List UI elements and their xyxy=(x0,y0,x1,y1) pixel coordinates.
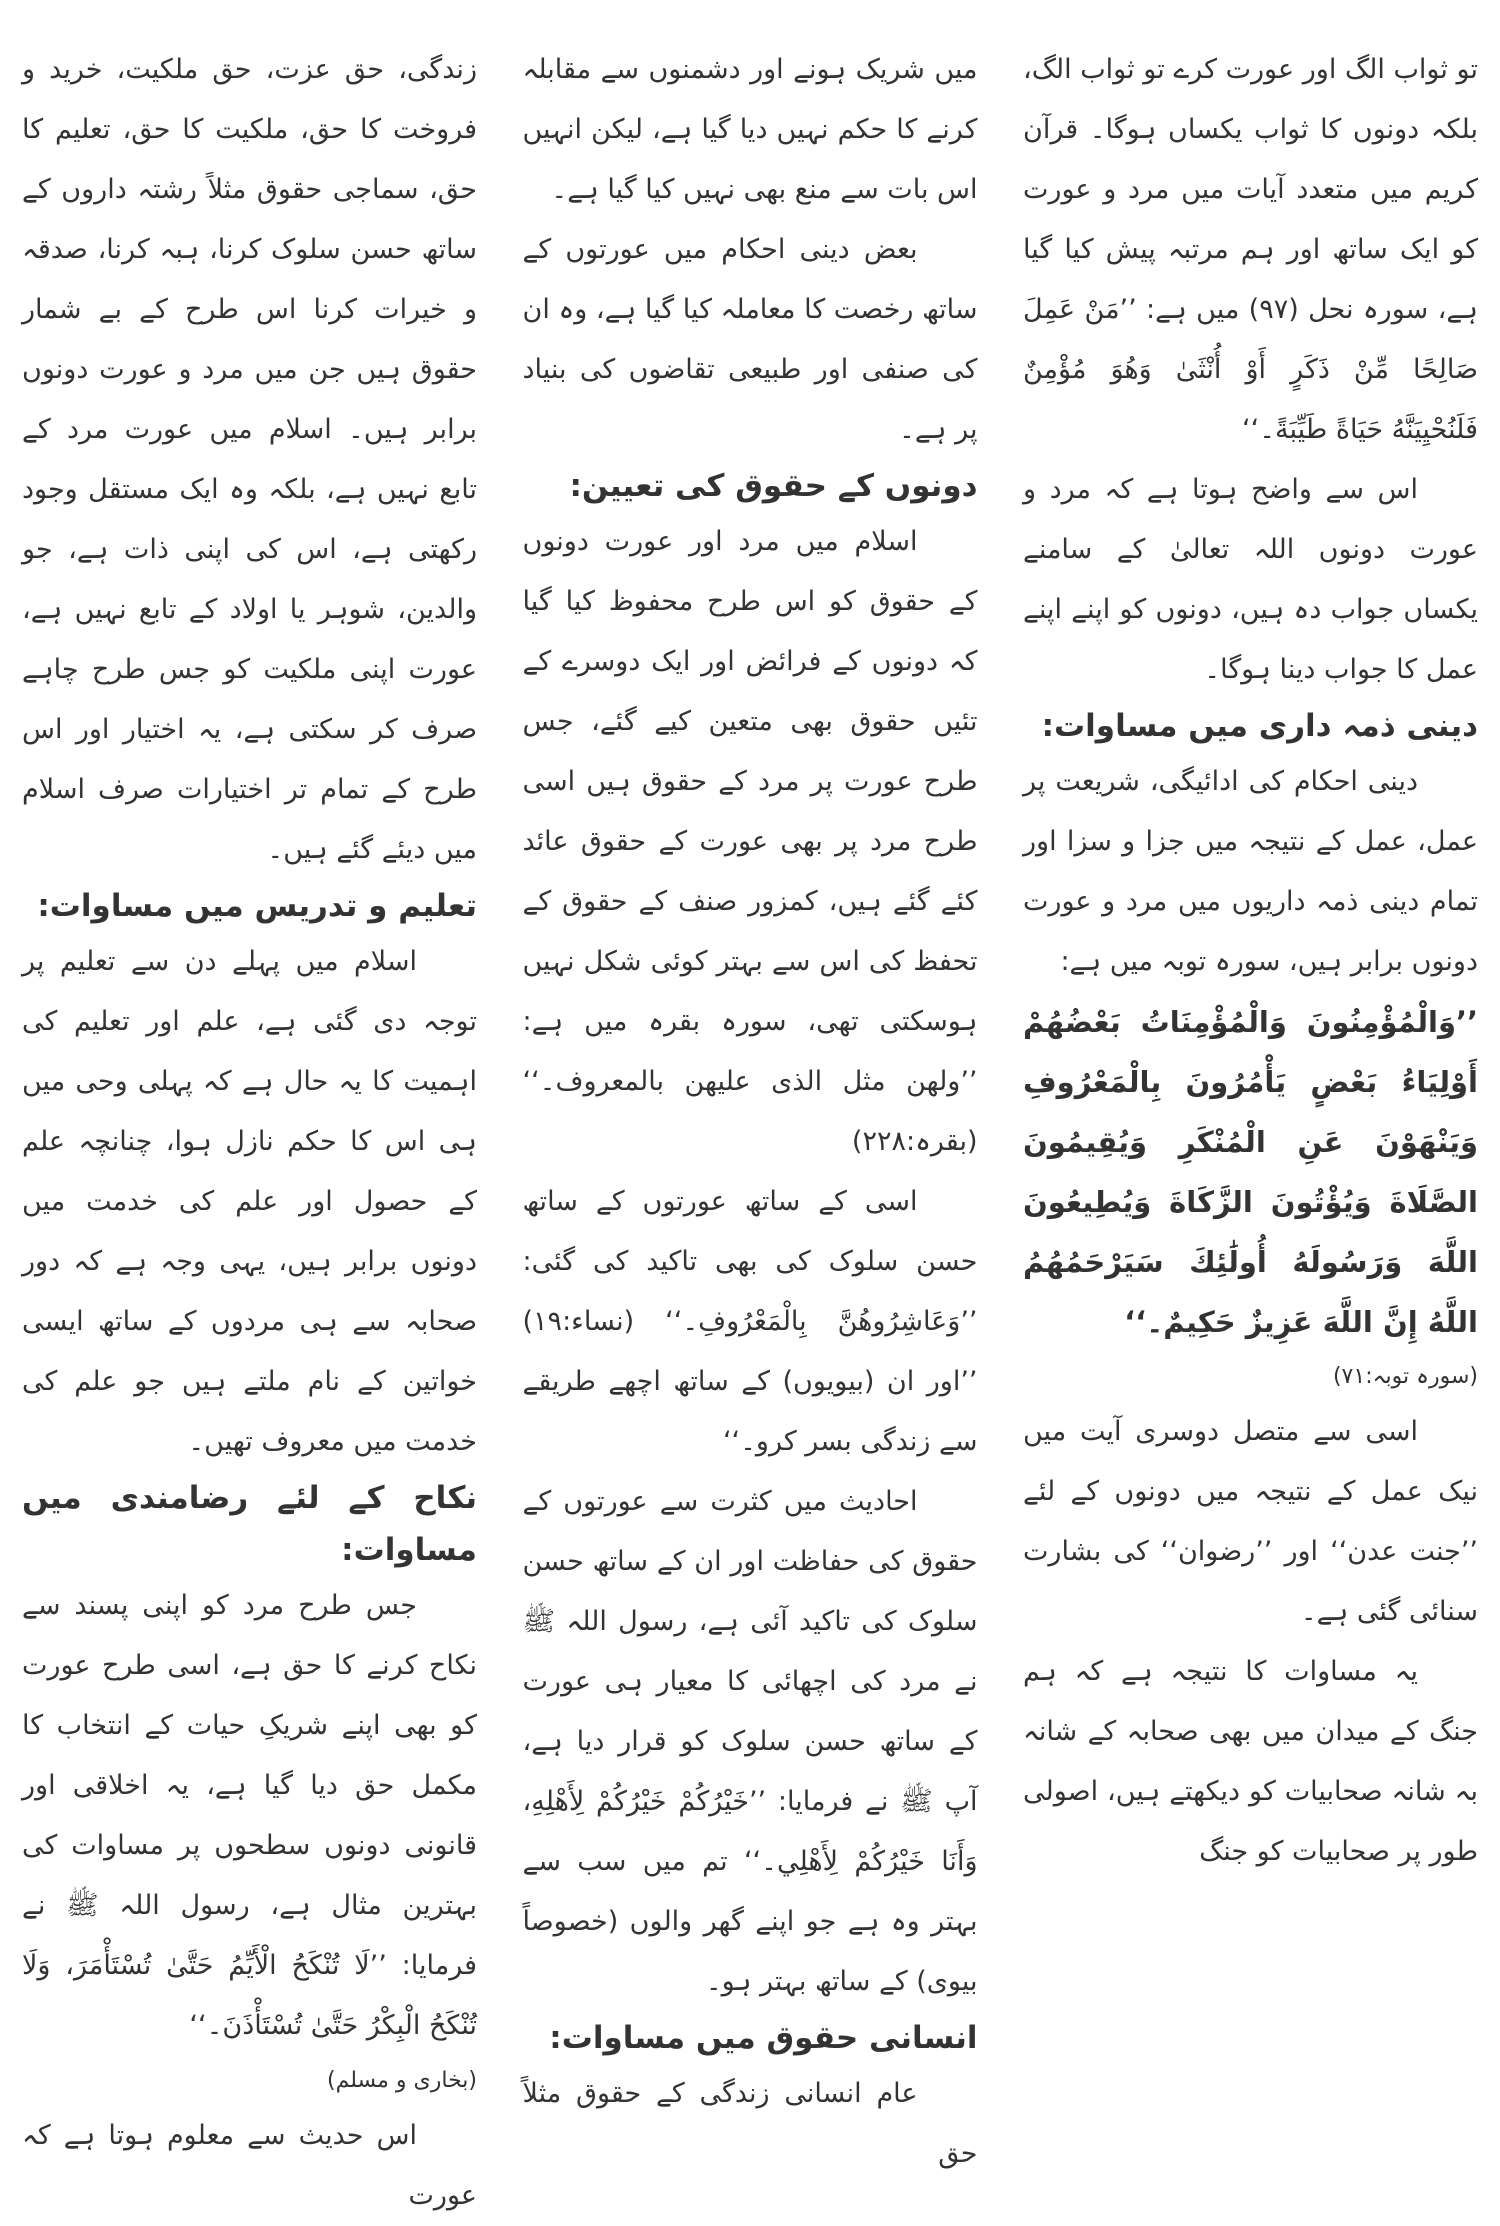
column-middle xyxy=(523,40,978,2200)
paragraph: اس حدیث سے معلوم ہوتا ہے کہ عورت xyxy=(22,2120,477,2211)
paragraph: اسلام میں مرد اور عورت دونوں کے حقوق کو اس طرح محفوظ کیا گیا کہ دونوں کے فرائض اور ایک دوسرے کے تئیں حقوق بھی متعین کیے گئے، جس طرح عورت پر مرد کے حقوق ہیں اسی طرح مرد پر بھی عورت کے حقوق عائد کئے گئے ہیں، کمزور صنف کے حقوق کے تحفظ کی اس سے بہتر کوئی شکل نہیں ہوسکتی تھی، سورہ بقرہ میں ہے: ’’ولھن مثل الذی علیھن بالمعروف۔‘‘ (بقرہ:۲۲۸) xyxy=(522,526,978,1157)
paragraph: یہ مساوات کا نتیجہ ہے کہ ہم جنگ کے میدان میں بھی صحابہ کے شانہ بہ شانہ صحابیات کو دیکھتے ہیں، اصولی طور پر صحابیات کو جنگ xyxy=(1023,1656,1478,1867)
paragraph: اس سے واضح ہوتا ہے کہ مرد و عورت دونوں اللہ تعالیٰ کے سامنے یکساں جواب دہ ہیں، دونوں کو اپنے اپنے عمل کا جواب دینا ہوگا۔ xyxy=(1023,474,1478,685)
column-left xyxy=(22,40,477,2211)
paragraph: عام انسانی زندگی کے حقوق مثلاً حق xyxy=(522,2078,978,2169)
citation: (سورہ توبہ:۷۱) xyxy=(1332,1364,1478,1389)
citation: (بخاری و مسلم) xyxy=(327,2068,477,2093)
section-heading: دونوں کے حقوق کی تعیین: xyxy=(569,468,978,504)
paragraph: میں شریک ہونے اور دشمنوں سے مقابلہ کرنے کا حکم نہیں دیا گیا ہے، لیکن انہیں اس بات سے منع بھی نہیں کیا گیا ہے۔ xyxy=(522,54,978,205)
paragraph: احادیث میں کثرت سے عورتوں کے حقوق کی حفاظت اور ان کے ساتھ حسن سلوک کی تاکید آئی ہے، رسول اللہ ﷺ نے مرد کی اچھائی کا معیار ہی عورت کے ساتھ حسن سلوک کو قرار دیا ہے، آپ ﷺ نے فرمایا: ’’خَيْرُكُمْ خَيْرُكُمْ لِأَهْلِهِ، وَأَنَا خَيْرُكُمْ لِأَهْلِي۔‘‘ تم میں سب سے بہتر وہ ہے جو اپنے گھر والوں (خصوصاً بیوی) کے ساتھ بہتر ہو۔ xyxy=(522,1486,978,1997)
paragraph: دینی احکام کی ادائیگی، شریعت پر عمل، عمل کے نتیجہ میں جزا و سزا اور تمام دینی ذمہ داریوں میں مرد و عورت دونوں برابر ہیں، سورہ توبہ میں ہے: xyxy=(1023,766,1478,977)
paragraph: تو ثواب الگ اور عورت کرے تو ثواب الگ، بلکہ دونوں کا ثواب یکساں ہوگا۔ قرآن کریم میں متعدد آیات میں مرد و عورت کو ایک ساتھ اور ہم مرتبہ پیش کیا گیا ہے، سورہ نحل (۹۷) میں ہے: ’’مَنْ عَمِلَ صَالِحًا مِّنْ ذَكَرٍ أَوْ أُنْثَىٰ وَهُوَ مُؤْمِنٌ فَلَنُحْيِيَنَّهُ حَيَاةً طَيِّبَةً۔‘‘ xyxy=(1023,54,1478,445)
paragraph: اسی سے متصل دوسری آیت میں نیک عمل کے نتیجہ میں دونوں کے لئے ’’جنت عدن‘‘ اور ’’رضوان‘‘ کی بشارت سنائی گئی ہے۔ xyxy=(1023,1416,1478,1627)
section-heading: تعلیم و تدریس میں مساوات: xyxy=(37,888,477,924)
section-heading: دینی ذمہ داری میں مساوات: xyxy=(1041,708,1478,744)
column-right xyxy=(1023,40,1478,2200)
quran-verse: ’’وَالْمُؤْمِنُونَ وَالْمُؤْمِنَاتُ بَعْضُهُمْ أَوْلِيَاءُ بَعْضٍ يَأْمُرُونَ بِالْمَعْرُوفِ وَيَنْهَوْنَ عَنِ الْمُنْكَرِ وَيُقِيمُونَ الصَّلَاةَ وَيُؤْتُونَ الزَّكَاةَ وَيُطِيعُونَ اللَّهَ وَرَسُولَهُ أُولَٰئِكَ سَيَرْحَمُهُمُ اللَّهُ إِنَّ اللَّهَ عَزِيزٌ حَكِيمٌ۔‘‘ xyxy=(1023,1005,1478,1339)
paragraph: زندگی، حق عزت، حق ملکیت، خرید و فروخت کا حق، ملکیت کا حق، تعلیم کا حق، سماجی حقوق مثلاً رشتہ داروں کے ساتھ حسن سلوک کرنا، ہبہ کرنا، صدقہ و خیرات کرنا اس طرح کے بے شمار حقوق ہیں جن میں مرد و عورت دونوں برابر ہیں۔ اسلام میں عورت مرد کے تابع نہیں ہے، بلکہ وہ ایک مستقل وجود رکھتی ہے، اس کی اپنی ذات ہے، جو والدین، شوہر یا اولاد کے تابع نہیں ہے، عورت اپنی ملکیت کو جس طرح چاہے صرف کر سکتی ہے، یہ اختیار اور اس طرح کے تمام تر اختیارات صرف اسلام میں دیئے گئے ہیں۔ xyxy=(22,54,477,865)
section-heading: انسانی حقوق میں مساوات: xyxy=(549,2020,978,2056)
paragraph: جس طرح مرد کو اپنی پسند سے نکاح کرنے کا حق ہے، اسی طرح عورت کو بھی اپنے شریکِ حیات کے انتخاب کا مکمل حق دیا گیا ہے، یہ اخلاقی اور قانونی دونوں سطحوں پر مساوات کی بہترین مثال ہے، رسول اللہ ﷺ نے فرمایا: ’’لَا تُنْكَحُ الْأَيِّمُ حَتَّىٰ تُسْتَأْمَرَ، وَلَا تُنْكَحُ الْبِكْرُ حَتَّىٰ تُسْتَأْذَنَ۔‘‘ xyxy=(22,1590,477,2041)
paragraph: بعض دینی احکام میں عورتوں کے ساتھ رخصت کا معاملہ کیا گیا ہے، وہ ان کی صنفی اور طبیعی تقاضوں کی بنیاد پر ہے۔ xyxy=(522,234,978,445)
paragraph: اسلام میں پہلے دن سے تعلیم پر توجہ دی گئی ہے، علم اور تعلیم کی اہمیت کا یہ حال ہے کہ پہلی وحی میں ہی اس کا حکم نازل ہوا، چنانچہ علم کے حصول اور علم کی خدمت میں دونوں برابر ہیں، یہی وجہ ہے کہ دور صحابہ سے ہی مردوں کے ساتھ ایسی خواتین کے نام ملتے ہیں جو علم کی خدمت میں معروف تھیں۔ xyxy=(22,946,477,1457)
section-heading: نکاح کے لئے رضامندی میں مساوات: xyxy=(22,1480,477,1568)
paragraph: اسی کے ساتھ عورتوں کے ساتھ حسن سلوک کی بھی تاکید کی گئی: ’’وَعَاشِرُوهُنَّ بِالْمَعْرُوفِ۔‘‘ (نساء:۱۹) ’’اور ان (بیویوں) کے ساتھ اچھے طریقے سے زندگی بسر کرو۔‘‘ xyxy=(522,1186,978,1457)
